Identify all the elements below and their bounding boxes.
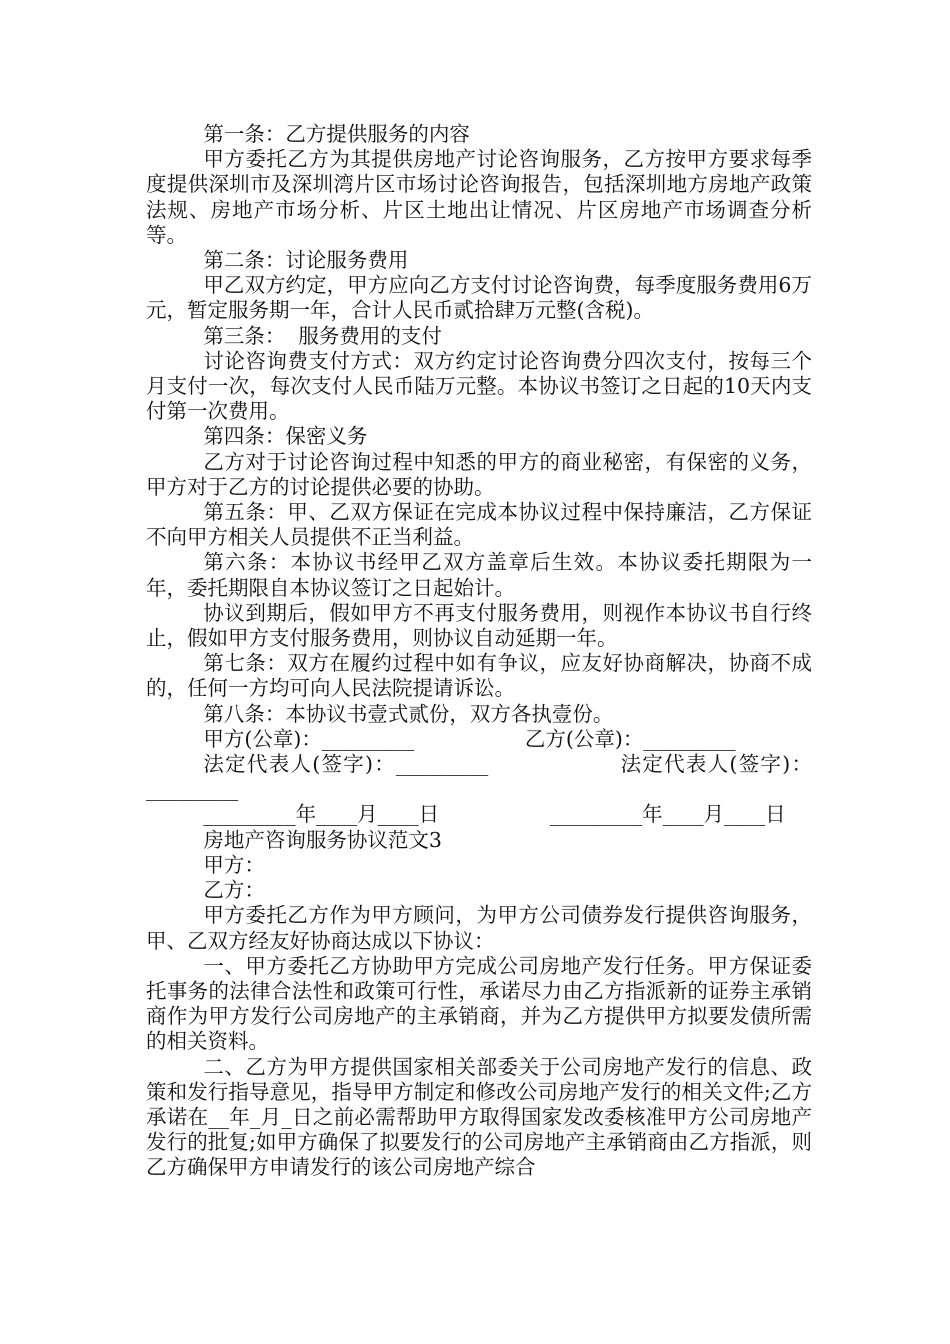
preamble: 甲方委托乙方作为甲方顾问，为甲方公司债券发行提供咨询服务，甲、乙双方经友好协商达成以下协议： [146,903,812,953]
article-8: 第八条：本协议书壹式贰份，双方各执壹份。 [203,701,614,726]
article-5: 第五条：甲、乙双方保证在完成本协议过程中保持廉洁，乙方保证不向甲方相关人员提供不正当利益。 [146,500,812,550]
article-3-heading: 第三条： 服务费用的支付 [203,323,442,348]
party-b-line: 乙方： [203,878,265,903]
article-1-heading: 第一条：乙方提供服务的内容 [203,122,470,146]
article-6: 第六条：本协议书经甲乙双方盖章后生效。本协议委托期限为一年，委托期限自本协议签订之日起始计。 [146,550,812,600]
date-line: _________年____月____日 _________年____月____日 [203,802,786,827]
article-2-heading: 第二条：讨论服务费用 [203,248,409,273]
article-1-content: 甲方委托乙方为其提供房地产讨论咨询服务，乙方按甲方要求每季度提供深圳市及深圳湾片区市场讨论咨询报告，包括深圳地方房地产政策法规、房地产市场分析、片区土地出让情况、片区房地产市场调查分析等。 [146,147,812,247]
clause-2: 二、乙方为甲方提供国家相关部委关于公司房地产发行的信息、政策和发行指导意见，指导甲方制定和修改公司房地产发行的相关文件;乙方承诺在__年_月_日之前必需帮助甲方取得国家发改委核准甲方公司房地产发行的批复;如甲方确保了拟要发行的公司房地产主承销商由乙方指派，则乙方确保甲方申请发行的该公司房地产综合 [146,1054,812,1180]
article-4-heading: 第四条：保密义务 [203,424,368,449]
renewal-clause: 协议到期后，假如甲方不再支付服务费用，则视作本协议书自行终止，假如甲方支付服务费用，则协议自动延期一年。 [146,600,812,651]
signature-line: 法定代表人(签字)：_________ 法定代表人(签字)：_________ [146,752,812,802]
article-4-content: 乙方对于讨论咨询过程中知悉的甲方的商业秘密，有保密的义务，甲方对于乙方的讨论提供必要的协助。 [146,449,812,499]
section-title: 房地产咨询服务协议范文3 [203,827,442,852]
party-a-line: 甲方： [203,852,265,877]
article-3-content: 讨论咨询费支付方式：双方约定讨论咨询费分四次支付，按每三个月支付一次，每次支付人民币陆万元整。本协议书签订之日起的10天内支付第一次费用。 [146,348,812,424]
seal-line: 甲方(公章)：_________ 乙方(公章)：_________ [203,726,736,751]
document-body [146,122,812,1181]
article-2-content: 甲乙双方约定，甲方应向乙方支付讨论咨询费，每季度服务费用6万元，暂定服务期一年，合计人民币贰拾肆万元整(含税)。 [146,273,812,323]
article-7: 第七条：双方在履约过程中如有争议，应友好协商解决，协商不成的，任何一方均可向人民法院提请诉讼。 [146,651,812,701]
clause-1: 一、甲方委托乙方协助甲方完成公司房地产发行任务。甲方保证委托事务的法律合法性和政策可行性，承诺尽力由乙方指派新的证券主承销商作为甲方发行公司房地产的主承销商，并为乙方提供甲方拟要发债所需的相关资料。 [146,953,812,1054]
